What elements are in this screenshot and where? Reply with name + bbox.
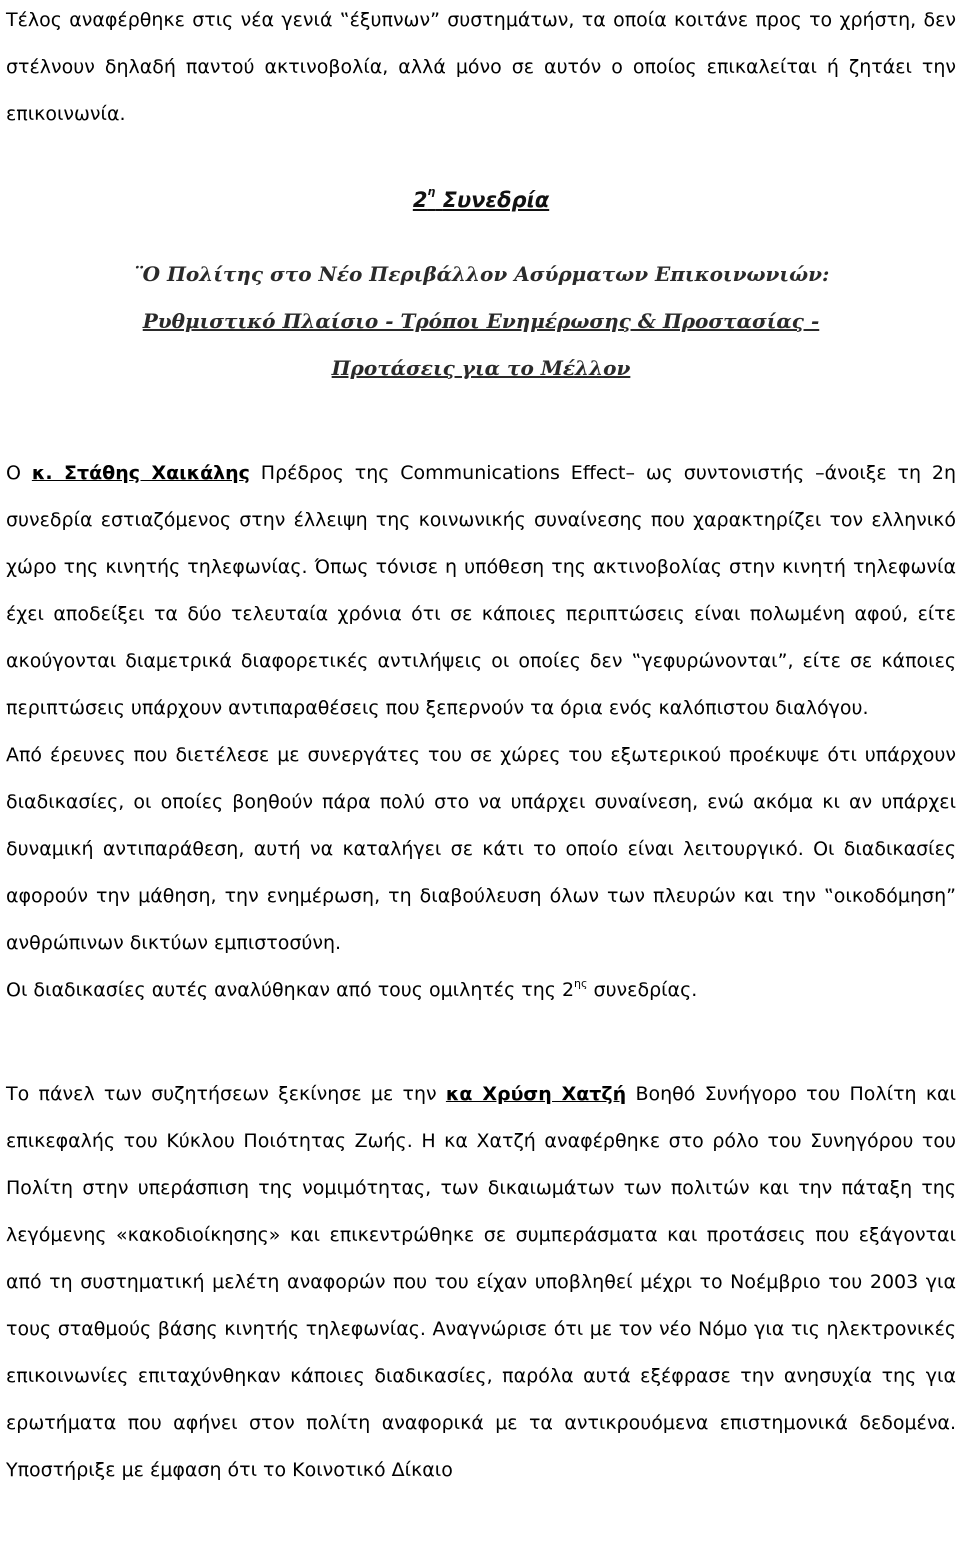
moderator-prefix: Ο bbox=[6, 462, 32, 484]
theme-line-2: Ρυθμιστικό Πλαίσιο - Τρόποι Ενημέρωσης & Προστασίας - bbox=[142, 309, 820, 333]
panel-paragraph bbox=[6, 1071, 956, 1494]
theme-line-1: ¨Ο Πολίτης στο Νέο Περιβάλλον Ασύρματων Επικοινωνιών: bbox=[132, 262, 830, 286]
theme-line-3: Προτάσεις για το Μέλλον bbox=[331, 356, 631, 380]
document-page bbox=[6, 0, 956, 1494]
analysis-before: Οι διαδικασίες αυτές αναλύθηκαν από τους ομιλητές της 2 bbox=[6, 979, 575, 1001]
research-paragraph: Από έρευνες που διετέλεσε με συνεργάτες του σε χώρες του εξωτερικού προέκυψε ότι υπάρχουν διαδικασίες, οι οποίες βοηθούν πάρα πολύ στο να υπάρχει συναίνεση, ενώ ακόμα κι αν υπάρχει δυναμική αντιπαράθεση, αυτή να καταλήγει σε κάτι το οποίο είναι λειτουργικό. Οι διαδικασίες αφορούν την μάθηση, την ενημέρωση, τη διαβούλευση όλων των πλευρών και την ‟οικοδόμηση” ανθρώπινων δικτύων εμπιστοσύνη. bbox=[6, 744, 956, 954]
moderator-name: κ. Στάθης Χαικάλης bbox=[31, 462, 250, 484]
moderator-text: Πρέδρος της Communications Effect– ως συντονιστής –άνοιξε τη 2η συνεδρία εστιαζόμενος στην έλλειψη της κοινωνικής συναίνεσης που χαρακτηρίζει τον ελληνικό χώρο της κινητής τηλεφωνίας. Όπως τόνισε η υπόθεση της ακτινοβολίας στην κινητή τηλεφωνία έχει αποδείξει τα δύο τελευταία χρόνια ότι σε κάποιες περιπτώσεις είναι πολωμένη αφού, είτε ακούγονται διαμετρικά διαφορετικές αντιλήψεις οι οποίες δεν ‟γεφυρώνονται”, είτε σε κάποιες περιπτώσεις υπάρχουν αντιπαραθέσεις που ξεπερνούν τα όρια ενός καλόπιστου διαλόγου. bbox=[6, 462, 957, 719]
session-number-superscript: η bbox=[427, 185, 436, 198]
session-heading bbox=[6, 177, 956, 224]
analysis-after: συνεδρίας. bbox=[587, 979, 698, 1001]
session-title: Συνεδρία bbox=[442, 188, 550, 212]
panel-after: Βοηθό Συνήγορο του Πολίτη και επικεφαλής του Κύκλου Ποιότητας Ζωής. Η κα Χατζή αναφέρθηκε στο ρόλο του Συνηγόρου του Πολίτη στην υπεράσπιση της νομιμότητας, των δικαιωμάτων των πολιτών και την πάταξη της λεγόμενης «κακοδιοίκησης» και επικεντρώθηκε σε συμπεράσματα και προτάσεις που εξάγονται από τη συστηματική μελέτη αναφορών που του είχαν υποβληθεί μέχρι το Νοέμβριο του 2003 για τους σταθμούς βάσης κινητής τηλεφωνίας. Αναγνώρισε ότι με τον νέο Νόμο για τις ηλεκτρονικές επικοινωνίες επιταχύνθηκαν κάποιες διαδικασίες, παρόλα αυτά εξέφρασε την ανησυχία της για ερωτήματα που αφήνει στον πολίτη αναφορικά με τα αντικρουόμενα επιστημονικά δεδομένα. Υποστήριξε με έμφαση ότι το Κοινοτικό Δίκαιο bbox=[6, 1083, 956, 1481]
panel-before: Το πάνελ των συζητήσεων ξεκίνησε με την bbox=[6, 1083, 446, 1105]
session-number: 2 bbox=[412, 188, 428, 212]
intro-paragraph: Τέλος αναφέρθηκε στις νέα γενιά ‟έξυπνων” συστημάτων, τα οποία κοιτάνε προς το χρήστη, δεν στέλνουν δηλαδή παντού ακτινοβολία, αλλά μόνο σε αυτόν ο οποίος επικαλείται ή ζητάει την επικοινωνία. bbox=[6, 9, 956, 125]
analysis-paragraph bbox=[6, 967, 956, 1014]
analysis-superscript: ης bbox=[574, 977, 588, 990]
panel-speaker-name: κα Χρύση Χατζή bbox=[445, 1083, 627, 1105]
moderator-paragraph bbox=[6, 450, 956, 732]
